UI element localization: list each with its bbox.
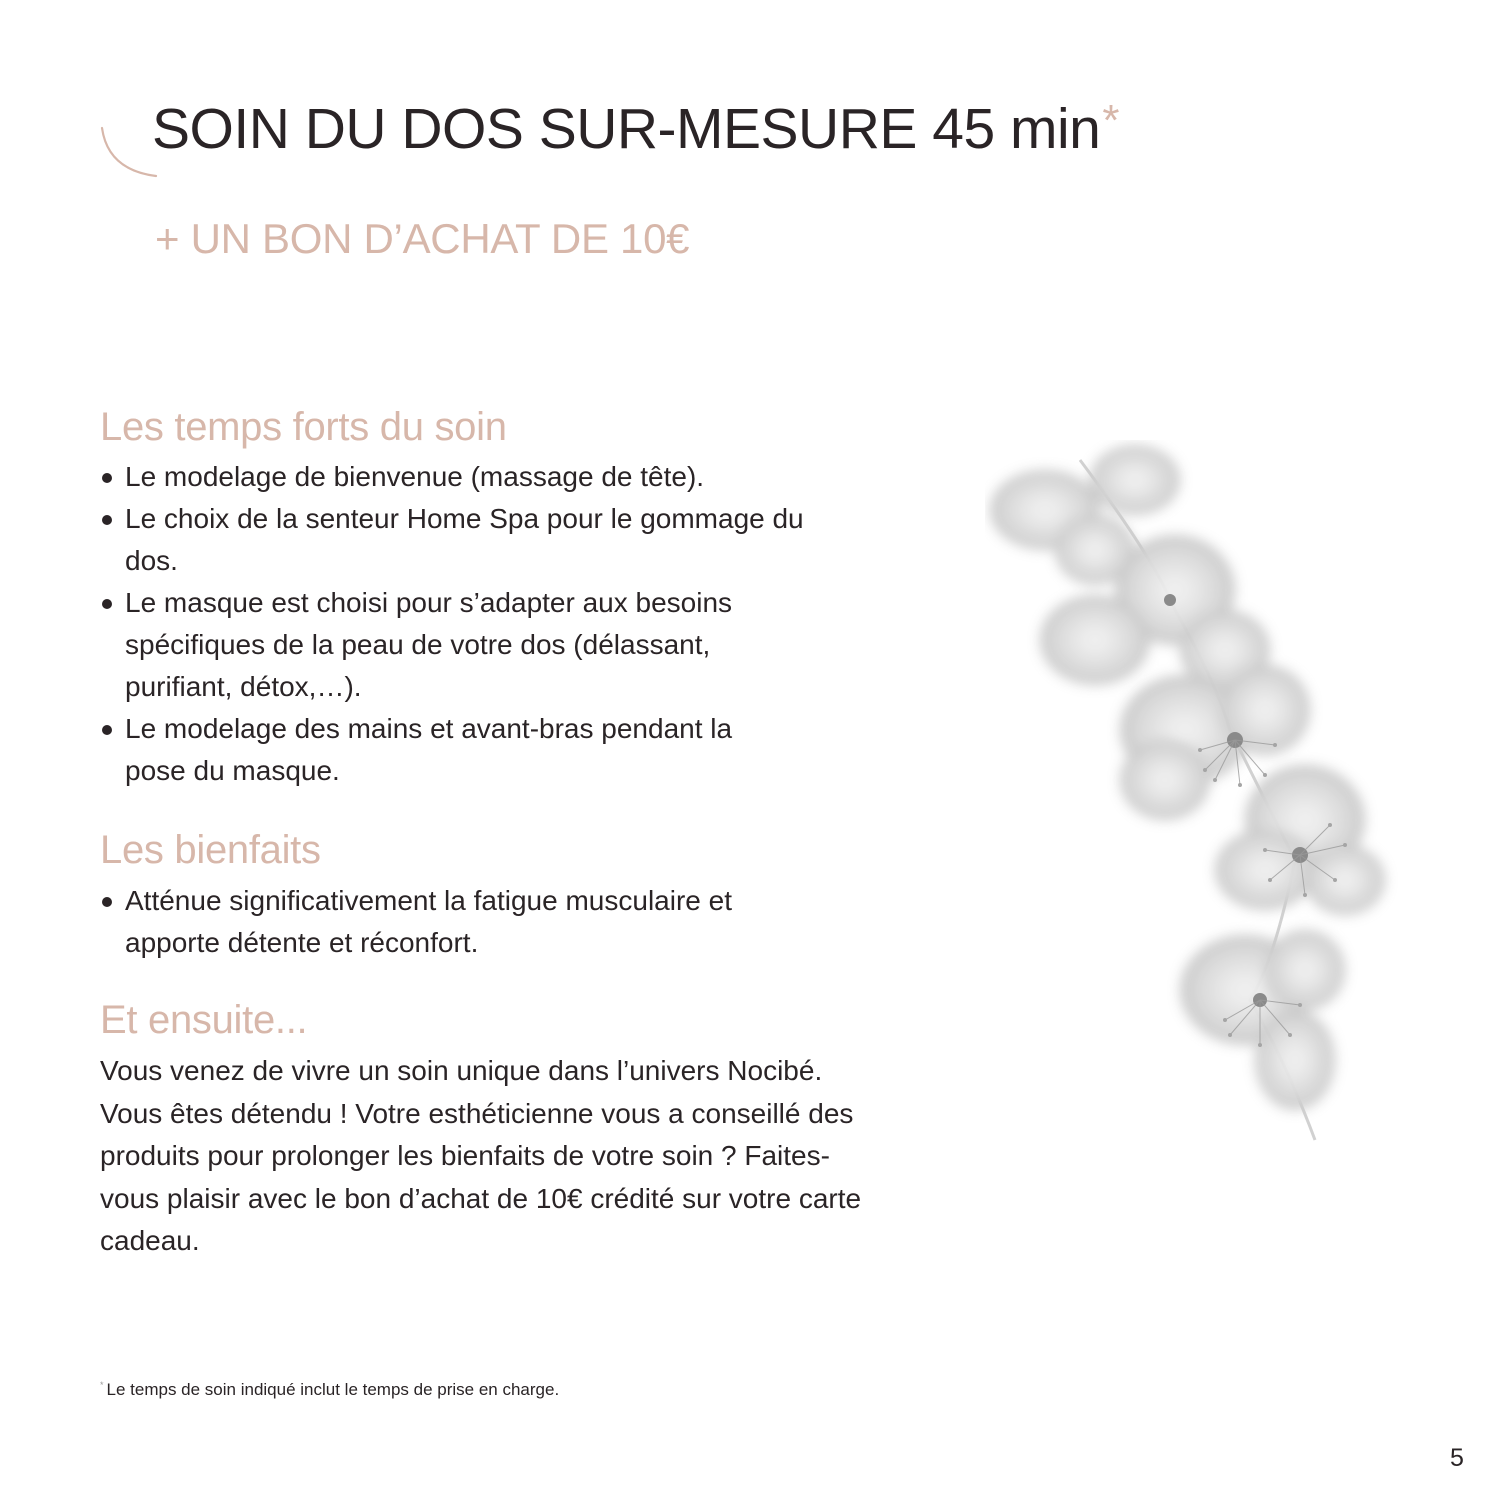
footnote [100,1380,559,1400]
list-item: Le modelage de bienvenue (massage de tête). [100,456,860,498]
list-item: Atténue significativement la fatigue musculaire et apporte détente et réconfort. [100,880,765,964]
list-item: Le masque est choisi pour s’adapter aux besoins spécifiques de la peau de votre dos (délassant, purifiant, détox,…). [100,582,805,708]
page-title [152,96,1119,162]
list-item: Le choix de la senteur Home Spa pour le gommage du dos. [100,498,825,582]
section-heading-benefits: Les bienfaits [100,828,321,872]
decorative-arc [96,118,160,182]
footnote-mark: * [100,1380,104,1390]
footnote-text: Le temps de soin indiqué inclut le temps de prise en charge. [106,1380,560,1399]
section-heading-next: Et ensuite... [100,998,308,1042]
section-heading-highlights: Les temps forts du soin [100,405,507,449]
benefits-list [100,880,860,964]
cherry-blossom-image [985,440,1415,1150]
page-subtitle: + UN BON D’ACHAT DE 10€ [155,215,690,262]
next-steps-paragraph: Vous venez de vivre un soin unique dans l’univers Nocibé. Vous êtes détendu ! Votre esthéticienne vous a conseillé des produits pour prolonger les bienfaits de votre soin ? Faites-vous plaisir avec le bon d’achat de 10€ crédité sur votre carte cadeau. [100,1055,862,1256]
page-title-text: SOIN DU DOS SUR-MESURE 45 min [152,97,1101,161]
list-item: Le modelage des mains et avant-bras pendant la pose du masque. [100,708,765,792]
page-number: 5 [1450,1444,1464,1472]
highlights-list [100,456,860,792]
title-asterisk: * [1102,96,1119,145]
